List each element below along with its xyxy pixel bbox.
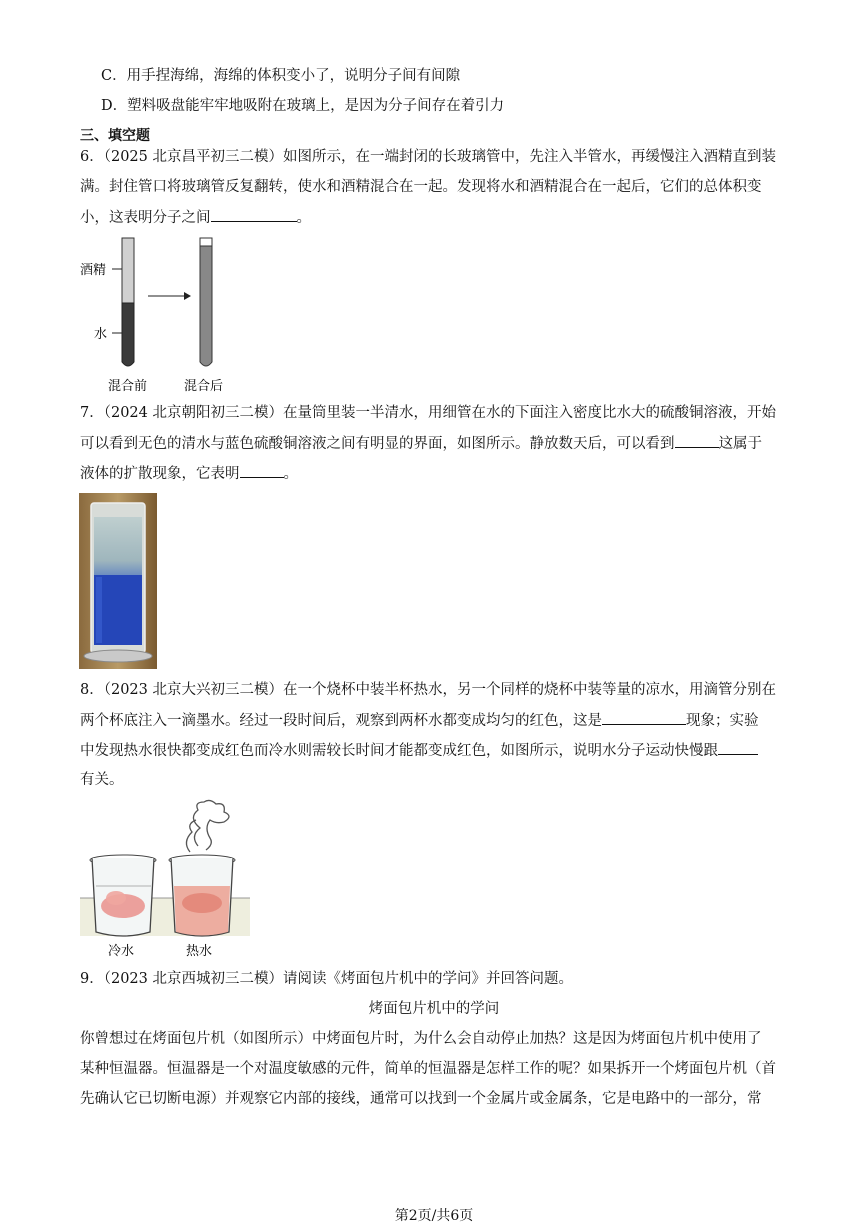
arrow-icon	[184, 292, 191, 300]
q9-para-line1: 你曾想过在烤面包片机（如图所示）中烤面包片时，为什么会自动停止加热？这是因为烤面包片机中使用了	[80, 1031, 762, 1047]
section-title: 三、填空题	[80, 128, 150, 144]
after-label: 混合后	[184, 379, 224, 394]
answer-blank	[718, 740, 758, 755]
article-title: 烤面包片机中的学问	[368, 1001, 500, 1017]
q7-line1: 7．（2024 北京朝阳初三二模）在量筒里装一半清水，用细管在水的下面注入密度比水大的硫酸铜溶液，开始	[80, 405, 776, 421]
q9-para-line3: 先确认它已切断电源）并观察它内部的接线，通常可以找到一个金属片或金属条，它是电路中的一部分，常	[80, 1091, 762, 1107]
answer-blank	[602, 710, 686, 725]
clear-water	[94, 517, 142, 575]
answer-blank	[240, 463, 284, 478]
q6-line2: 满。封住管口将玻璃管反复翻转，使水和酒精混合在一起。发现将水和酒精混合在一起后，它们的总体积变	[80, 179, 762, 195]
water-layer	[122, 303, 134, 366]
answer-blank	[211, 207, 297, 222]
q7-photo	[79, 493, 157, 669]
answer-blank	[675, 433, 719, 448]
alcohol-layer	[122, 238, 134, 303]
option-c: C．用手捏海绵，海绵的体积变小了，说明分子间有间隙	[101, 68, 461, 84]
q7-line3: 液体的扩散现象，它表明 。	[80, 463, 298, 484]
before-label: 混合前	[108, 379, 148, 394]
q8-line2: 两个杯底注入一滴墨水。经过一段时间后，观察到两杯水都变成均匀的红色，这是 现象；实验	[80, 710, 759, 731]
q6-line1: 6．（2025 北京昌平初三二模）如图所示，在一端封闭的长玻璃管中，先注入半管水，再缓慢注入酒精直到装	[80, 149, 776, 165]
q8-line1: 8．（2023 北京大兴初三二模）在一个烧杯中装半杯热水，另一个同样的烧杯中装等量的凉水，用滴管分别在	[80, 682, 776, 698]
q9-line1: 9．（2023 北京西城初三二模）请阅读《烤面包片机中的学问》并回答问题。	[80, 971, 573, 987]
q8-line4: 有关。	[80, 772, 124, 788]
cold-water-label: 冷水	[108, 944, 135, 959]
alcohol-label: 酒精	[80, 263, 107, 278]
q6-figure	[76, 232, 246, 394]
mixed-liquid	[200, 246, 212, 366]
q7-line2: 可以看到无色的清水与蓝色硫酸铜溶液之间有明显的界面，如图所示。静放数天后，可以看到 这属于	[80, 433, 762, 454]
steam-icon	[193, 800, 229, 850]
q6-line3: 小，这表明分子之间 。	[80, 207, 311, 228]
hot-water-label: 热水	[186, 944, 213, 959]
q8-figure	[78, 798, 253, 962]
page-footer: 第2页/共6页	[394, 1208, 474, 1224]
q8-line3: 中发现热水很快都变成红色而冷水则需较长时间才能都变成红色，如图所示，说明水分子运动快慢跟	[80, 740, 758, 761]
water-label: 水	[94, 327, 108, 342]
option-d: D．塑料吸盘能牢牢地吸附在玻璃上，是因为分子间存在着引力	[101, 98, 505, 114]
q9-para-line2: 某种恒温器。恒温器是一个对温度敏感的元件，简单的恒温器是怎样工作的呢？如果拆开一个烤面包片机（首	[80, 1061, 776, 1077]
cylinder-base	[84, 650, 152, 662]
